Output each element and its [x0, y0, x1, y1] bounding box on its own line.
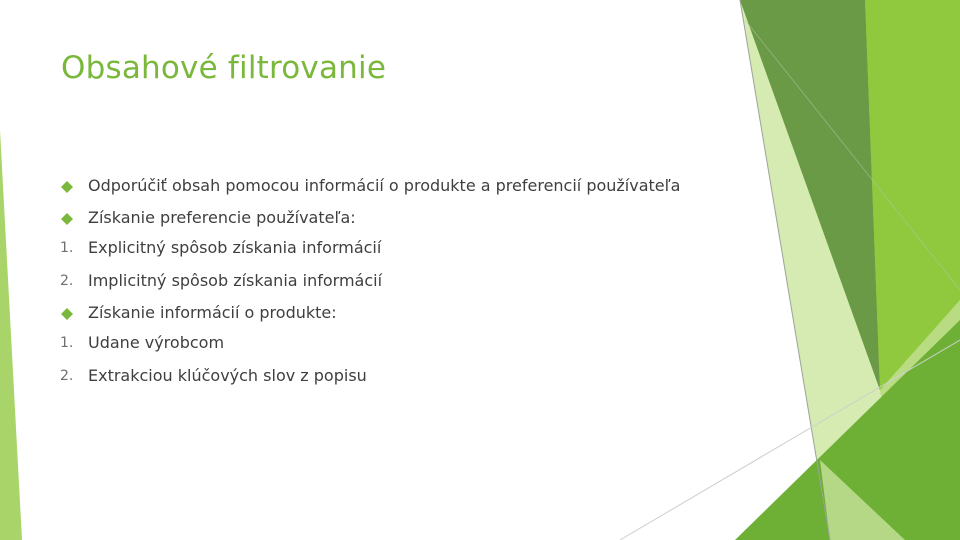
right-facet-bright [865, 0, 960, 390]
diamond-bullet-icon [60, 175, 84, 197]
list-item-text: Udane výrobcom [88, 333, 225, 352]
diamond-bullet-icon [60, 302, 84, 324]
list-number: 2. [60, 273, 74, 289]
list-number: 1. [60, 335, 74, 351]
list-item [0, 332, 760, 354]
list-number: 1. [60, 240, 74, 256]
list-item [0, 237, 760, 259]
list-item-text: Získanie preferencie používateľa: [88, 208, 356, 227]
thin-diagonal-line-3 [745, 20, 960, 290]
right-facet-light-large [740, 0, 960, 540]
diamond-bullet-icon [60, 207, 84, 229]
right-facet-lower [735, 320, 960, 540]
list-item-text: Extrakciou klúčových slov z popisu [88, 366, 367, 385]
list-number: 2. [60, 368, 74, 384]
list-item-text: Získanie informácií o produkte: [88, 303, 337, 322]
right-facet-dark [740, 0, 880, 390]
slide-title: Obsahové filtrovanie [61, 50, 387, 86]
list-item-text: Odporúčiť obsah pomocou informácií o produkte a preferencií používateľa [88, 176, 681, 195]
list-item-text: Explicitný spôsob získania informácií [88, 238, 382, 257]
list-item [0, 270, 760, 292]
list-item [0, 207, 760, 229]
list-item-text: Implicitný spôsob získania informácií [88, 271, 383, 290]
right-facet-pale-strip [880, 300, 960, 540]
right-facet-lower-light [820, 460, 905, 540]
list-item [0, 365, 760, 387]
list-item [0, 175, 760, 197]
right-facet-mid [740, 0, 960, 390]
list-item [0, 302, 760, 324]
